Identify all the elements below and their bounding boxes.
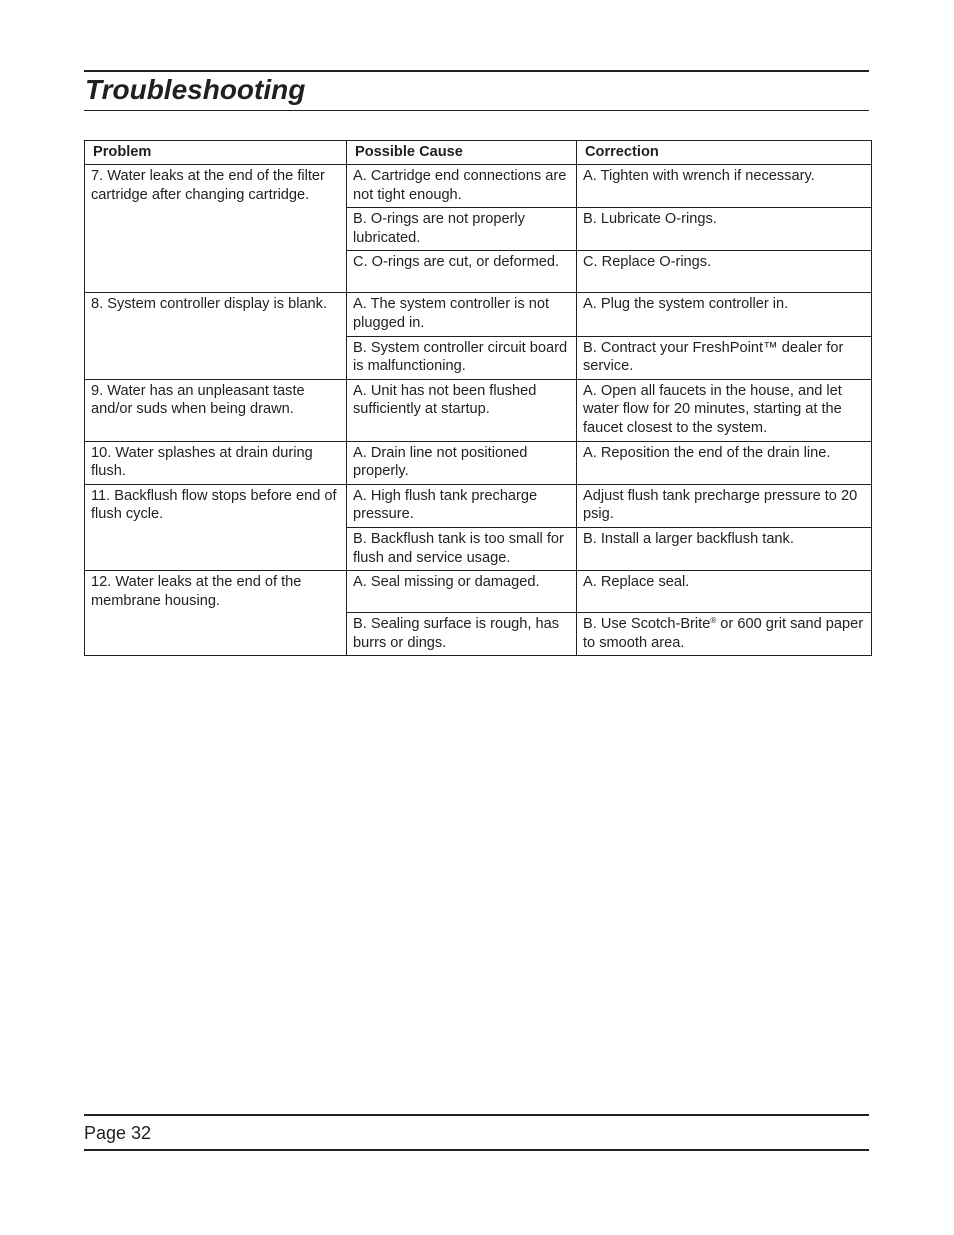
problem-cell: 8. System controller display is blank. [85, 293, 347, 379]
problem-cell: 7. Water leaks at the end of the filter cartridge after changing cartridge. [85, 165, 347, 293]
cause-cell: A. Seal missing or damaged. [347, 571, 577, 613]
correction-cell [577, 613, 872, 656]
table-row [85, 571, 872, 613]
correction-text-pre: B. Use Scotch-Brite [583, 616, 711, 633]
correction-cell: A. Open all faucets in the house, and let water flow for 20 minutes, starting at the faucet closest to the system. [577, 379, 872, 441]
cause-cell: C. O-rings are cut, or deformed. [347, 251, 577, 293]
table-header-row [85, 141, 872, 165]
cause-cell: B. System controller circuit board is malfunctioning. [347, 336, 577, 379]
header-possible-cause: Possible Cause [347, 141, 577, 165]
correction-cell: B. Lubricate O-rings. [577, 208, 872, 251]
correction-cell: A. Plug the system controller in. [577, 293, 872, 336]
cause-cell: B. Sealing surface is rough, has burrs or dings. [347, 613, 577, 656]
problem-cell: 9. Water has an unpleasant taste and/or suds when being drawn. [85, 379, 347, 441]
correction-cell: Adjust flush tank precharge pressure to 20 psig. [577, 484, 872, 527]
table-row [85, 165, 872, 208]
correction-cell: C. Replace O-rings. [577, 251, 872, 293]
problem-cell: 12. Water leaks at the end of the membrane housing. [85, 571, 347, 656]
problem-cell: 10. Water splashes at drain during flush. [85, 441, 347, 484]
header-problem: Problem [85, 141, 347, 165]
correction-cell: A. Replace seal. [577, 571, 872, 613]
table-row [85, 379, 872, 441]
cause-cell: A. The system controller is not plugged in. [347, 293, 577, 336]
footer-bottom-rule [84, 1149, 869, 1151]
table-row [85, 293, 872, 336]
registered-mark: ® [710, 616, 717, 626]
cause-cell: B. Backflush tank is too small for flush and service usage. [347, 527, 577, 570]
header-correction: Correction [577, 141, 872, 165]
table-row [85, 441, 872, 484]
cause-cell: A. Drain line not positioned properly. [347, 441, 577, 484]
correction-cell: B. Install a larger backflush tank. [577, 527, 872, 570]
correction-text-post: or 600 grit sand paper to smooth area. [583, 616, 864, 651]
cause-cell: A. Cartridge end connections are not tight enough. [347, 165, 577, 208]
cause-cell: B. O-rings are not properly lubricated. [347, 208, 577, 251]
troubleshooting-table [84, 140, 872, 656]
page-number: Page 32 [84, 1123, 152, 1143]
table-row [85, 484, 872, 527]
correction-cell: B. Contract your FreshPoint™ dealer for service. [577, 336, 872, 379]
title-bottom-rule [84, 110, 869, 111]
footer-top-rule [84, 1114, 869, 1116]
page-title: Troubleshooting [85, 74, 306, 105]
cause-cell: A. Unit has not been flushed sufficiently at startup. [347, 379, 577, 441]
correction-cell: A. Reposition the end of the drain line. [577, 441, 872, 484]
cause-cell: A. High flush tank precharge pressure. [347, 484, 577, 527]
problem-cell: 11. Backflush flow stops before end of flush cycle. [85, 484, 347, 570]
correction-cell: A. Tighten with wrench if necessary. [577, 165, 872, 208]
